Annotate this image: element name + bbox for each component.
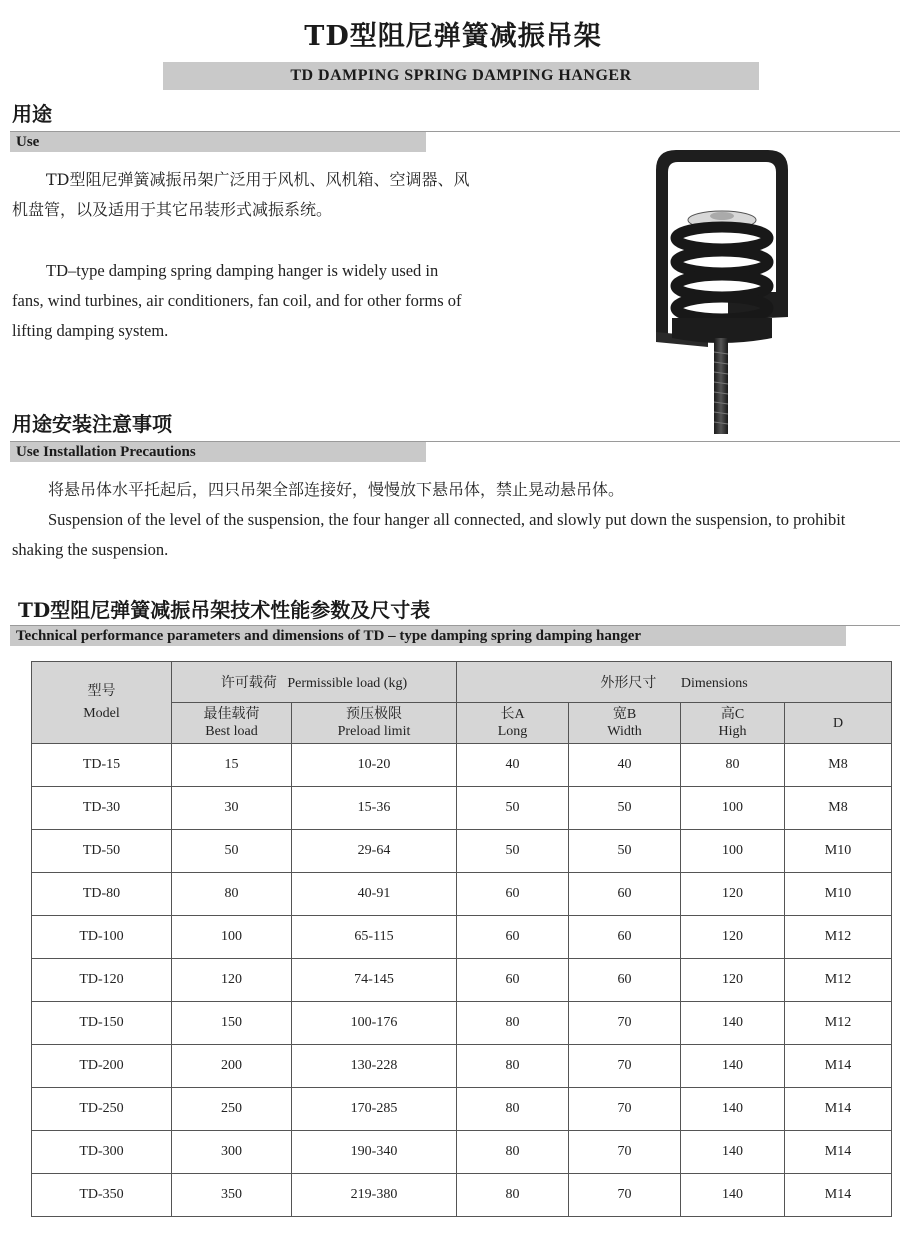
table-row <box>32 916 892 959</box>
header-best-load-cn: 最佳载荷 <box>203 707 260 722</box>
cell-width-b: 40 <box>569 744 681 787</box>
cell-preload-limit: 100-176 <box>292 1002 457 1045</box>
cell-thread-d: M14 <box>785 1131 892 1174</box>
cell-width-b: 50 <box>569 830 681 873</box>
cell-preload-limit: 65-115 <box>292 916 457 959</box>
cell-thread-d: M12 <box>785 1002 892 1045</box>
install-title-en: Use Installation Precautions <box>10 442 426 462</box>
cell-thread-d: M14 <box>785 1088 892 1131</box>
cell-model: TD-150 <box>32 1002 172 1045</box>
cell-high-c: 140 <box>681 1088 785 1131</box>
cell-high-c: 140 <box>681 1131 785 1174</box>
cell-preload-limit: 130-228 <box>292 1045 457 1088</box>
header-preload-limit <box>292 703 457 744</box>
header-model-en: Model <box>83 705 120 721</box>
header-b-cn: 宽B <box>612 707 637 722</box>
table-title-en: Technical performance parameters and dimensions of TD – type damping spring damping hanger <box>10 626 846 646</box>
table-row <box>32 1174 892 1217</box>
cell-long-a: 50 <box>457 830 569 873</box>
cell-thread-d: M10 <box>785 830 892 873</box>
cell-model: TD-200 <box>32 1045 172 1088</box>
cell-high-c: 120 <box>681 873 785 916</box>
cell-thread-d: M14 <box>785 1174 892 1217</box>
cell-width-b: 70 <box>569 1131 681 1174</box>
cell-preload-limit: 15-36 <box>292 787 457 830</box>
cell-width-b: 60 <box>569 916 681 959</box>
cell-long-a: 60 <box>457 959 569 1002</box>
cell-long-a: 80 <box>457 1088 569 1131</box>
header-permissible-load: 许可载荷 Permissible load (kg) <box>172 662 457 703</box>
header-preload-cn: 预压极限 <box>346 707 402 722</box>
cell-high-c: 140 <box>681 1045 785 1088</box>
table-row <box>32 873 892 916</box>
cell-thread-d: M8 <box>785 744 892 787</box>
cell-best-load: 30 <box>172 787 292 830</box>
cell-thread-d: M12 <box>785 959 892 1002</box>
cell-high-c: 120 <box>681 959 785 1002</box>
header-dimensions: 外形尺寸 Dimensions <box>457 662 892 703</box>
cell-width-b: 60 <box>569 873 681 916</box>
cell-model: TD-80 <box>32 873 172 916</box>
cell-long-a: 60 <box>457 916 569 959</box>
header-c-en: High <box>718 724 747 739</box>
header-best-load <box>172 703 292 744</box>
cell-long-a: 80 <box>457 1131 569 1174</box>
cell-width-b: 50 <box>569 787 681 830</box>
cell-preload-limit: 74-145 <box>292 959 457 1002</box>
cell-high-c: 140 <box>681 1174 785 1217</box>
cell-long-a: 50 <box>457 787 569 830</box>
cell-best-load: 100 <box>172 916 292 959</box>
use-title-cn: 用途 <box>12 102 52 126</box>
header-model-cn: 型号 <box>87 683 116 699</box>
cell-width-b: 70 <box>569 1002 681 1045</box>
cell-best-load: 350 <box>172 1174 292 1217</box>
cell-model: TD-30 <box>32 787 172 830</box>
cell-long-a: 80 <box>457 1002 569 1045</box>
cell-long-a: 60 <box>457 873 569 916</box>
use-text-en: TD–type damping spring damping hanger is widely used in fans, wind turbines, air conditioners, fan coil, and for other forms of lifting damping system. <box>12 261 462 340</box>
cell-model: TD-300 <box>32 1131 172 1174</box>
cell-high-c: 140 <box>681 1002 785 1045</box>
header-b-en: Width <box>607 724 642 739</box>
cell-thread-d: M10 <box>785 873 892 916</box>
cell-high-c: 80 <box>681 744 785 787</box>
table-row <box>32 1088 892 1131</box>
table-title-cn: TD型阻尼弹簧减振吊架技术性能参数及尺寸表 <box>18 598 431 622</box>
cell-high-c: 120 <box>681 916 785 959</box>
cell-best-load: 50 <box>172 830 292 873</box>
cell-model: TD-350 <box>32 1174 172 1217</box>
header-best-load-en: Best load <box>205 724 258 739</box>
cell-model: TD-50 <box>32 830 172 873</box>
cell-best-load: 120 <box>172 959 292 1002</box>
cell-thread-d: M12 <box>785 916 892 959</box>
header-d: D <box>785 703 892 744</box>
cell-thread-d: M14 <box>785 1045 892 1088</box>
cell-width-b: 70 <box>569 1174 681 1217</box>
hanger-product-image <box>628 142 808 442</box>
table-row <box>32 830 892 873</box>
header-c-cn: 高C <box>720 707 745 722</box>
table-row <box>32 1131 892 1174</box>
header-a-en: Long <box>497 724 528 739</box>
table-row <box>32 959 892 1002</box>
page-title: TD型阻尼弹簧减振吊架 <box>304 21 602 52</box>
header-high-c <box>681 703 785 744</box>
table-row <box>32 1045 892 1088</box>
cell-best-load: 250 <box>172 1088 292 1131</box>
cell-model: TD-15 <box>32 744 172 787</box>
cell-high-c: 100 <box>681 787 785 830</box>
cell-preload-limit: 219-380 <box>292 1174 457 1217</box>
table-row <box>32 787 892 830</box>
cell-width-b: 60 <box>569 959 681 1002</box>
cell-model: TD-100 <box>32 916 172 959</box>
cell-long-a: 40 <box>457 744 569 787</box>
cell-best-load: 80 <box>172 873 292 916</box>
page-subtitle-banner: TD DAMPING SPRING DAMPING HANGER <box>163 62 759 90</box>
header-a-cn: 长A <box>500 707 525 722</box>
cell-preload-limit: 40-91 <box>292 873 457 916</box>
header-width-b <box>569 703 681 744</box>
cell-width-b: 70 <box>569 1045 681 1088</box>
cell-best-load: 200 <box>172 1045 292 1088</box>
use-text-cn: TD型阻尼弹簧减振吊架广泛用于风机、风机箱、空调器、风机盘管，以及适用于其它吊装形式减振系统。 <box>12 170 470 219</box>
cell-width-b: 70 <box>569 1088 681 1131</box>
cell-preload-limit: 29-64 <box>292 830 457 873</box>
cell-long-a: 80 <box>457 1045 569 1088</box>
cell-thread-d: M8 <box>785 787 892 830</box>
install-text-en: Suspension of the level of the suspension, the four hanger all connected, and slowly put down the suspension, to prohibit shaking the suspension. <box>12 510 846 559</box>
cell-model: TD-250 <box>32 1088 172 1131</box>
cell-long-a: 80 <box>457 1174 569 1217</box>
use-title-en: Use <box>10 132 426 152</box>
cell-preload-limit: 170-285 <box>292 1088 457 1131</box>
header-long-a <box>457 703 569 744</box>
table-row <box>32 744 892 787</box>
header-model <box>32 662 172 744</box>
cell-preload-limit: 190-340 <box>292 1131 457 1174</box>
table-row <box>32 1002 892 1045</box>
cell-high-c: 100 <box>681 830 785 873</box>
cell-best-load: 150 <box>172 1002 292 1045</box>
cell-best-load: 15 <box>172 744 292 787</box>
spec-table <box>31 661 892 1217</box>
install-text-cn: 将悬吊体水平托起后，四只吊架全部连接好，慢慢放下悬吊体，禁止晃动悬吊体。 <box>48 480 625 499</box>
cell-model: TD-120 <box>32 959 172 1002</box>
header-preload-en: Preload limit <box>337 724 411 739</box>
cell-preload-limit: 10-20 <box>292 744 457 787</box>
install-title-cn: 用途安装注意事项 <box>12 412 172 436</box>
cell-best-load: 300 <box>172 1131 292 1174</box>
